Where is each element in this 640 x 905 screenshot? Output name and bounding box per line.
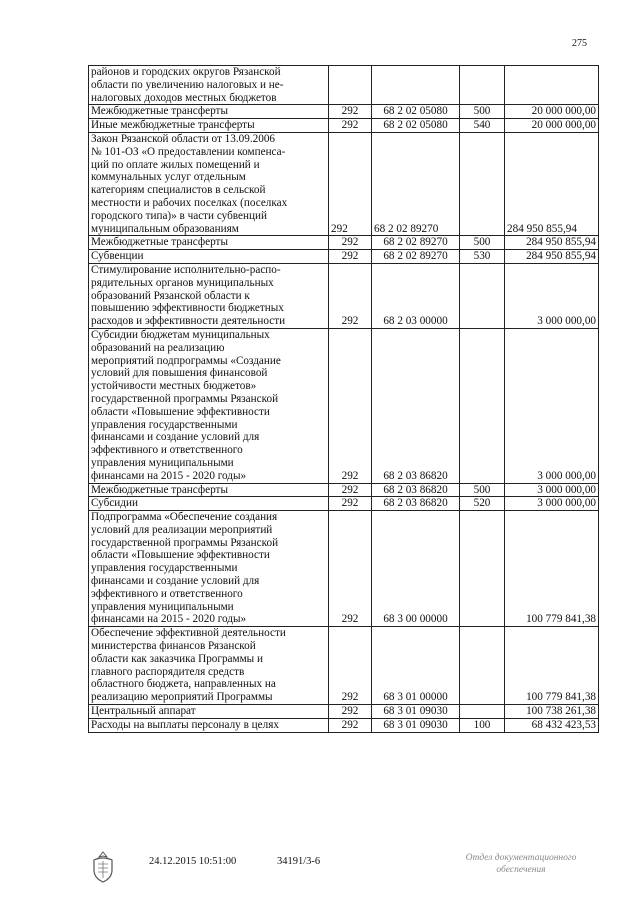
row-target-article-cell: 68 2 03 86820 bbox=[372, 483, 460, 497]
row-target-article-cell: 68 2 02 89270 bbox=[372, 250, 460, 264]
budget-table-body bbox=[89, 66, 599, 733]
coat-of-arms-icon bbox=[88, 850, 118, 884]
row-target-article-cell: 68 2 03 86820 bbox=[372, 497, 460, 511]
budget-table bbox=[88, 65, 599, 733]
row-name-cell: Межбюджетные трансферты bbox=[89, 105, 329, 119]
row-amount-cell: 3 000 000,00 bbox=[505, 263, 599, 328]
table-row bbox=[89, 511, 599, 627]
row-expense-type-cell: 520 bbox=[460, 497, 505, 511]
table-row bbox=[89, 236, 599, 250]
row-expense-type-cell bbox=[460, 66, 505, 105]
row-expense-type-cell bbox=[460, 705, 505, 719]
row-name-cell: Субсидии bbox=[89, 497, 329, 511]
row-expense-type-cell: 530 bbox=[460, 250, 505, 264]
row-grbs-cell: 292 bbox=[329, 236, 372, 250]
row-name-cell: Межбюджетные трансферты bbox=[89, 236, 329, 250]
row-target-article-cell: 68 2 03 86820 bbox=[372, 328, 460, 483]
row-grbs-cell: 292 bbox=[329, 483, 372, 497]
table-row bbox=[89, 328, 599, 483]
row-name-cell: Расходы на выплаты персоналу в целях bbox=[89, 718, 329, 732]
row-grbs-cell: 292 bbox=[329, 497, 372, 511]
row-amount-cell: 3 000 000,00 bbox=[505, 497, 599, 511]
row-amount-cell: 20 000 000,00 bbox=[505, 105, 599, 119]
row-expense-type-cell bbox=[460, 132, 505, 235]
row-name-cell: Субвенции bbox=[89, 250, 329, 264]
row-amount-cell: 100 738 261,38 bbox=[505, 705, 599, 719]
row-target-article-cell: 68 3 01 09030 bbox=[372, 718, 460, 732]
row-grbs-cell: 292 bbox=[329, 328, 372, 483]
row-name-cell: Иные межбюджетные трансферты bbox=[89, 119, 329, 133]
table-row bbox=[89, 105, 599, 119]
row-expense-type-cell bbox=[460, 627, 505, 705]
row-amount-cell: 3 000 000,00 bbox=[505, 328, 599, 483]
row-name-cell: Обеспечение эффективной деятельности министерства финансов Рязанской области как заказчика Программы и главного распорядителя средств областного бюджета, направленных на реализацию мероприятий Программы bbox=[89, 627, 329, 705]
footer-timestamp: 24.12.2015 10:51:00 bbox=[149, 856, 237, 867]
table-row bbox=[89, 132, 599, 235]
row-grbs-cell bbox=[329, 66, 372, 105]
row-grbs-cell: 292 bbox=[329, 132, 372, 235]
row-grbs-cell: 292 bbox=[329, 250, 372, 264]
row-grbs-cell: 292 bbox=[329, 119, 372, 133]
footer-department-stamp: Отдел документационного обеспечения bbox=[465, 853, 577, 875]
row-amount-cell: 20 000 000,00 bbox=[505, 119, 599, 133]
row-name-cell: Центральный аппарат bbox=[89, 705, 329, 719]
row-expense-type-cell: 500 bbox=[460, 483, 505, 497]
row-name-cell: Закон Рязанской области от 13.09.2006 № 101-ОЗ «О предоставлении компенса- ций по оплате жилых помещений и коммунальных услуг отдельным категориям специалистов в сельской местности и рабочих поселках (поселках городского типа)» в части субвенций муниципальным образованиям bbox=[89, 132, 329, 235]
row-amount-cell: 3 000 000,00 bbox=[505, 483, 599, 497]
row-target-article-cell: 68 3 00 00000 bbox=[372, 511, 460, 627]
row-target-article-cell: 68 2 03 00000 bbox=[372, 263, 460, 328]
row-amount-cell: 100 779 841,38 bbox=[505, 511, 599, 627]
row-expense-type-cell bbox=[460, 328, 505, 483]
table-row bbox=[89, 66, 599, 105]
row-amount-cell bbox=[505, 66, 599, 105]
row-grbs-cell: 292 bbox=[329, 627, 372, 705]
footer-document-id: 34191/3-6 bbox=[277, 856, 321, 867]
row-grbs-cell: 292 bbox=[329, 705, 372, 719]
row-target-article-cell: 68 3 01 09030 bbox=[372, 705, 460, 719]
table-row bbox=[89, 250, 599, 264]
row-expense-type-cell: 540 bbox=[460, 119, 505, 133]
row-expense-type-cell bbox=[460, 511, 505, 627]
row-amount-cell: 284 950 855,94 bbox=[505, 250, 599, 264]
row-amount-cell: 100 779 841,38 bbox=[505, 627, 599, 705]
table-row bbox=[89, 263, 599, 328]
row-grbs-cell: 292 bbox=[329, 511, 372, 627]
row-target-article-cell: 68 2 02 05080 bbox=[372, 105, 460, 119]
row-expense-type-cell: 500 bbox=[460, 236, 505, 250]
row-expense-type-cell: 500 bbox=[460, 105, 505, 119]
table-row bbox=[89, 497, 599, 511]
row-name-cell: Подпрограмма «Обеспечение создания условий для реализации мероприятий государственной программы Рязанской области «Повышение эффективности управления государственными финансами и создание условий для эффективного и ответственного управления муниципальными финансами на 2015 - 2020 годы» bbox=[89, 511, 329, 627]
table-row bbox=[89, 718, 599, 732]
row-name-cell: Субсидии бюджетам муниципальных образований на реализацию мероприятий подпрограммы «Создание условий для повышения финансовой устойчивости местных бюджетов» государственной программы Рязанской области «Повышение эффективности управления государственными финансами и создание условий для эффективного и ответственного управления муниципальными финансами на 2015 - 2020 годы» bbox=[89, 328, 329, 483]
row-name-cell: Межбюджетные трансферты bbox=[89, 483, 329, 497]
table-row bbox=[89, 119, 599, 133]
row-target-article-cell: 68 3 01 00000 bbox=[372, 627, 460, 705]
row-amount-cell: 284 950 855,94 bbox=[505, 236, 599, 250]
row-amount-cell: 284 950 855,94 bbox=[505, 132, 599, 235]
row-target-article-cell: 68 2 02 89270 bbox=[372, 236, 460, 250]
row-target-article-cell bbox=[372, 66, 460, 105]
row-target-article-cell: 68 2 02 05080 bbox=[372, 119, 460, 133]
row-expense-type-cell bbox=[460, 263, 505, 328]
row-name-cell: районов и городских округов Рязанской области по увеличению налоговых и не- налоговых доходов местных бюджетов bbox=[89, 66, 329, 105]
table-row bbox=[89, 705, 599, 719]
table-row bbox=[89, 483, 599, 497]
row-grbs-cell: 292 bbox=[329, 105, 372, 119]
row-grbs-cell: 292 bbox=[329, 718, 372, 732]
row-name-cell: Стимулирование исполнительно-распо- рядительных органов муниципальных образований Рязанской области к повышению эффективности бюджетных расходов и эффективности деятельности bbox=[89, 263, 329, 328]
row-expense-type-cell: 100 bbox=[460, 718, 505, 732]
row-grbs-cell: 292 bbox=[329, 263, 372, 328]
row-amount-cell: 68 432 423,53 bbox=[505, 718, 599, 732]
row-target-article-cell: 68 2 02 89270 bbox=[372, 132, 460, 235]
table-row bbox=[89, 627, 599, 705]
page-number: 275 bbox=[572, 38, 587, 49]
